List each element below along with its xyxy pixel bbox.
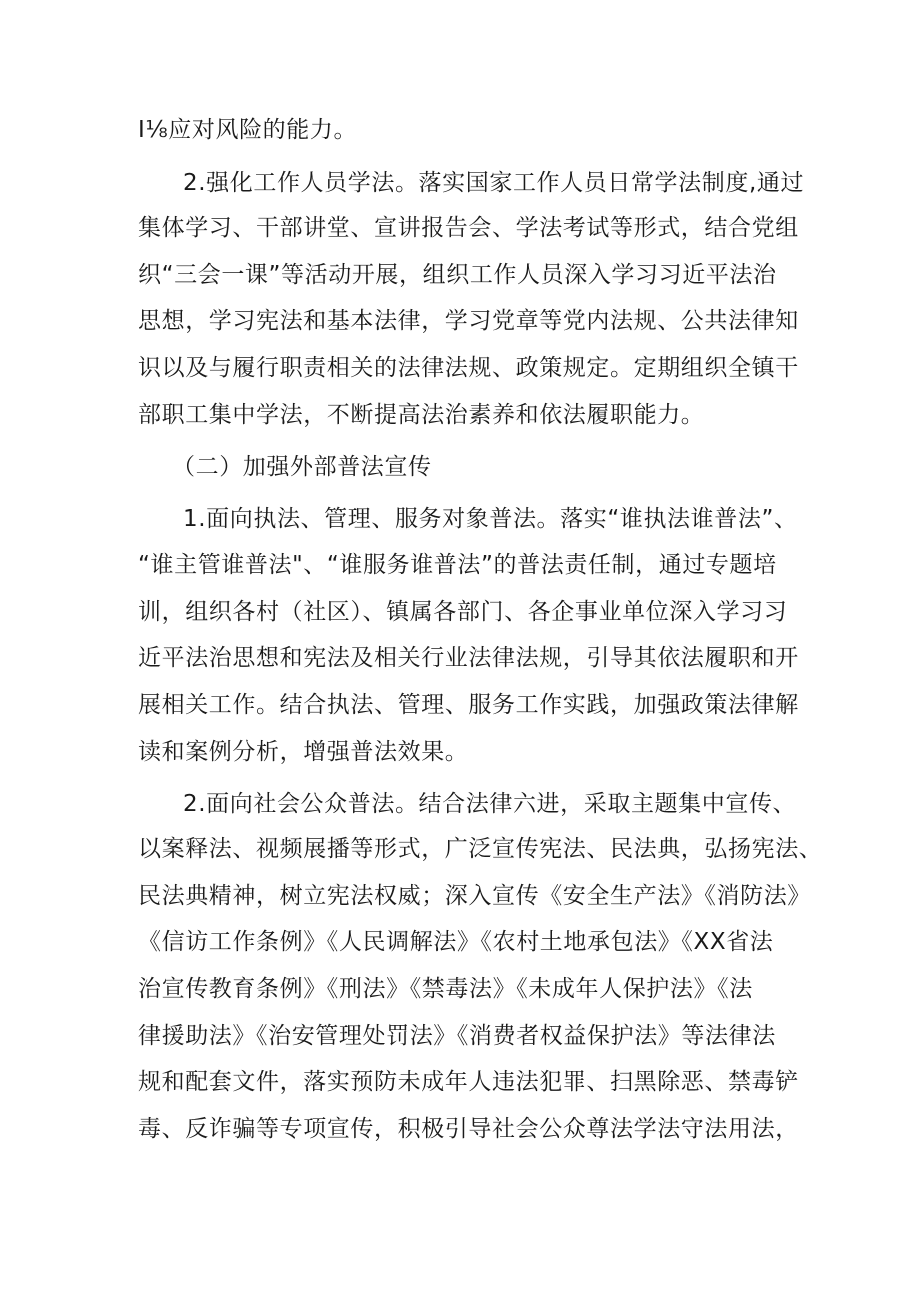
text-line: 治宣传教育条例》《刑法》《禁毒法》《未成年人保护法》《法	[138, 976, 753, 1002]
text-line: 律援助法》《治安管理处罚法》《消费者权益保护法》等法律法	[138, 1023, 776, 1049]
text-line: 识以及与履行职责相关的法律法规、政策规定。定期组织全镇干	[138, 355, 799, 381]
text-line: 读和案例分析，增强普法效果。	[138, 739, 469, 765]
text-line: 思想，学习宪法和基本法律，学习党章等党内法规、公共法律知	[138, 308, 799, 334]
paragraph-start-line: 2.强化工作人员学法。落实国家工作人员日常学法制度,通过	[183, 170, 805, 196]
text-line: 以案释法、视频展播等形式，广泛宣传宪法、民法典，弘扬宪法、	[138, 836, 823, 862]
text-line: 训，组织各村（社区）、镇属各部门、各企事业单位深入学习习	[138, 599, 788, 625]
text-line: “谁主管谁普法"、“谁服务谁普法”的普法责任制，通过专题培	[138, 552, 777, 578]
text-line: 织“三会一课”等活动开展，组织工作人员深入学习习近平法治	[138, 262, 777, 288]
paragraph-start-line: 2.面向社会公众普法。结合法律六进，采取主题集中宣传、	[183, 791, 797, 817]
text-line: 规和配套文件，落实预防未成年人违法犯罪、扫黑除恶、禁毒铲	[138, 1069, 799, 1095]
text-line: 毒、反诈骗等专项宣传，积极引导社会公众尊法学法守法用法，	[138, 1116, 799, 1142]
text-line: 集体学习、干部讲堂、宣讲报告会、学法考试等形式，结合党组	[138, 215, 799, 241]
section-heading: （二）加强外部普法宣传	[172, 454, 432, 480]
text-line: 展相关工作。结合执法、管理、服务工作实践，加强政策法律解	[138, 692, 799, 718]
text-line: I⅛应对风险的能力。	[138, 117, 358, 143]
text-line: 部职工集中学法，不断提高法治素养和依法履职能力。	[138, 402, 705, 428]
text-line: 近平法治思想和宪法及相关行业法律法规，引导其依法履职和开	[138, 645, 799, 671]
text-line: 民法典精神，树立宪法权威；深入宣传《安全生产法》《消防法》	[138, 883, 811, 909]
paragraph-start-line: 1.面向执法、管理、服务对象普法。落实“谁执法谁普法”、	[183, 506, 798, 532]
text-line: 《信访工作条例》《人民调解法》《农村土地承包法》《XX省法	[138, 929, 774, 955]
